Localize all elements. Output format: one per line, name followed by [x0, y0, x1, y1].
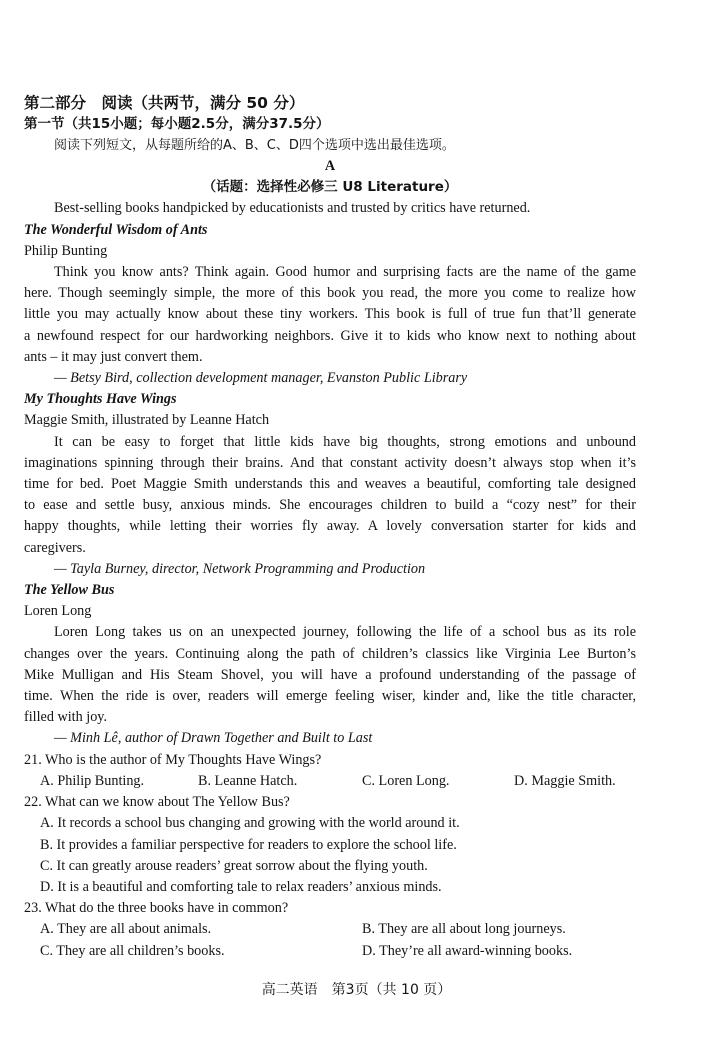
book-author: Loren Long [24, 603, 92, 620]
paragraph-line: here. Though seemingly simple, the more of this book you read, the more you come to realize how [24, 285, 636, 302]
paragraph-line: Mike Mulligan and His Steam Shovel, you will have a profound understanding of the passage of [24, 666, 636, 683]
book-title: The Wonderful Wisdom of Ants [24, 221, 208, 238]
options-row [24, 919, 636, 940]
paragraph-line: imaginations spinning through their brains. And that constant activity doesn’t always stop when it’s [24, 454, 636, 471]
question-number: 23. [24, 900, 42, 917]
paragraph-line: It can be easy to forget that little kids have big thoughts, strong emotions and unbound [54, 433, 636, 450]
passage-intro: Best-selling books handpicked by educationists and trusted by critics have returned. [54, 200, 531, 217]
option-a[interactable]: A. Philip Bunting. [40, 772, 145, 789]
question-23 [24, 898, 636, 919]
instruction: 阅读下列短文，从每题所给的A、B、C、D四个选项中选出最佳选项。 [54, 138, 455, 153]
passage-letter: A [324, 158, 336, 174]
section-heading: 第一节（共15小题；每小题2.5分，满分37.5分） [24, 116, 330, 132]
paragraph-line: ants – it may just convert them. [24, 348, 203, 365]
reviewer: — Minh Lê, author of Drawn Together and Built to Last [54, 730, 373, 747]
part-heading: 第二部分 阅读（共两节，满分 50 分） [24, 94, 305, 112]
option-d[interactable]: D. Maggie Smith. [514, 772, 616, 789]
reviewer: — Tayla Burney, director, Network Programming and Production [54, 560, 426, 577]
question-22 [24, 792, 636, 813]
question-stem: What do the three books have in common? [45, 900, 289, 917]
paragraph-line: caregivers. [24, 539, 86, 556]
option-b[interactable]: B. They are all about long journeys. [362, 921, 566, 938]
option-c[interactable]: C. They are all children’s books. [40, 942, 225, 959]
question-number: 21. [24, 751, 42, 768]
option-a[interactable]: A. It records a school bus changing and growing with the world around it. [40, 815, 460, 832]
exam-page [24, 92, 636, 962]
topic-label: （话题：选择性必修三 U8 Literature） [202, 179, 458, 196]
option-c[interactable]: C. It can greatly arouse readers’ great sorrow about the flying youth. [40, 857, 428, 874]
paragraph-line: to ease and settle busy, anxious minds. She encourages children to build a “cozy nest” for their [24, 497, 636, 514]
option-d[interactable]: D. They’re all award-winning books. [362, 942, 573, 959]
question-number: 22. [24, 794, 42, 811]
paragraph-line: a newfound respect for our hardworking neighbors. Give it to kids who know next to nothing about [24, 327, 636, 344]
reviewer: — Betsy Bird, collection development manager, Evanston Public Library [54, 370, 468, 387]
book-title: The Yellow Bus [24, 582, 115, 599]
paragraph-line: changes over the years. Continuing along the path of children’s classics like Virginia Lee Burton’s [24, 645, 636, 662]
book-author: Maggie Smith, illustrated by Leanne Hatch [24, 412, 270, 429]
paragraph-line: Think you know ants? Think again. Good humor and surprising facts are the name of the game [54, 264, 636, 281]
paragraph-line: little you may actually know about these tiny workers. This book is full of true fun that’ll generate [24, 306, 636, 323]
option-a[interactable]: A. They are all about animals. [40, 921, 212, 938]
options-row [24, 771, 636, 792]
option-b[interactable]: B. It provides a familiar perspective for readers to explore the school life. [40, 836, 457, 853]
options-row [24, 941, 636, 962]
book-title: My Thoughts Have Wings [24, 391, 177, 408]
option-d[interactable]: D. It is a beautiful and comforting tale to relax readers’ anxious minds. [40, 878, 442, 895]
option-b[interactable]: B. Leanne Hatch. [198, 772, 298, 789]
option-c[interactable]: C. Loren Long. [362, 772, 450, 789]
page-footer: 高二英语 第3页（共 10 页） [261, 982, 452, 998]
paragraph-line: happy thoughts, while letting their worries fly away. A lovely conversation starter for kids and [24, 518, 636, 535]
paragraph-line: time for bed. Poet Maggie Smith understands this and weaves a beautiful, comforting tale designed [24, 476, 636, 493]
question-stem: What can we know about The Yellow Bus? [45, 794, 290, 811]
book-author: Philip Bunting [24, 242, 108, 259]
paragraph-line: time. When the ride is over, readers will emerge feeling wiser, kinder and, like the title character, [24, 688, 636, 705]
paragraph-line: filled with joy. [24, 709, 108, 726]
question-21 [24, 750, 636, 771]
paragraph-line: Loren Long takes us on an unexpected journey, following the life of a school bus as its role [54, 624, 636, 641]
question-stem: Who is the author of My Thoughts Have Wings? [45, 751, 322, 768]
